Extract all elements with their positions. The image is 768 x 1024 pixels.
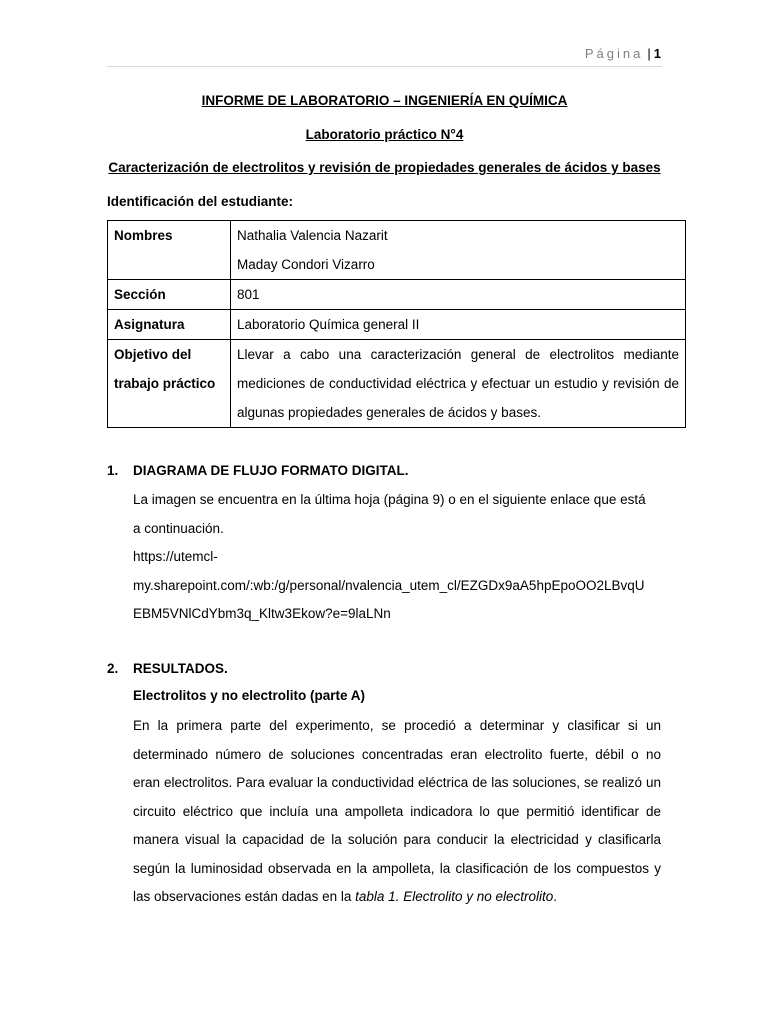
student-name-1: Nathalia Valencia Nazarit xyxy=(237,228,388,243)
report-title: INFORME DE LABORATORIO – INGENIERÍA EN QUÍMICA xyxy=(201,93,568,108)
table-row xyxy=(108,221,686,280)
student-name-2: Maday Condori Vizarro xyxy=(237,257,375,272)
flowchart-link[interactable]: https://utemcl- xyxy=(133,549,218,564)
table-row xyxy=(108,280,686,310)
objective-line: Llevar a cabo una caracterización general de electrolitos mediante xyxy=(237,347,679,362)
section-1-body xyxy=(133,486,661,629)
objective-line: mediciones de conductividad eléctrica y efectuar un estudio y revisión de xyxy=(237,376,679,391)
paragraph-text: las observaciones están dadas en la xyxy=(133,889,356,904)
section-1-heading xyxy=(107,463,408,478)
paragraph-line: determinado número de soluciones concentradas eran electrolito fuerte, débil o no xyxy=(133,746,661,762)
flowchart-link[interactable]: EBM5VNlCdYbm3q_Kltw3Ekow?e=9laLNn xyxy=(133,606,391,621)
section-2-title: RESULTADOS. xyxy=(133,661,228,676)
names-cell xyxy=(231,221,686,280)
names-label: Nombres xyxy=(108,221,231,280)
section-2-subtitle: Electrolitos y no electrolito (parte A) xyxy=(133,688,366,703)
paragraph-line xyxy=(133,883,661,912)
objective-label xyxy=(108,340,231,428)
page-separator: | xyxy=(647,46,651,61)
student-info-table xyxy=(107,220,686,428)
table-row xyxy=(108,310,686,340)
page-header xyxy=(585,46,661,61)
paragraph-line: según la luminosidad observada en la ampolleta, la clasificación de los compuestos y xyxy=(133,860,661,876)
section-value: 801 xyxy=(231,280,686,310)
paragraph-line: circuito eléctrico que incluía una ampolleta indicadora lo que permitió identificar de xyxy=(133,803,661,819)
page-number: 1 xyxy=(653,46,661,61)
table-reference: tabla 1. Electrolito y no electrolito xyxy=(355,889,554,904)
course-label: Asignatura xyxy=(108,310,231,340)
course-value: Laboratorio Química general II xyxy=(231,310,686,340)
lab-title: Laboratorio práctico N°4 xyxy=(305,127,464,142)
section-label: Sección xyxy=(108,280,231,310)
header-divider xyxy=(107,66,662,67)
results-paragraph xyxy=(133,712,661,912)
objective-label-line: Objetivo del xyxy=(114,347,192,362)
paragraph-line: manera visual la capacidad de la solución para conducir la electricidad y clasificarla xyxy=(133,832,661,847)
section-2-number: 2. xyxy=(107,661,119,676)
section-1-line: a continuación. xyxy=(133,520,224,536)
section-2-heading xyxy=(107,661,228,676)
objective-line: algunas propiedades generales de ácidos y bases. xyxy=(237,405,541,420)
table-row xyxy=(108,340,686,428)
section-1-title: DIAGRAMA DE FLUJO FORMATO DIGITAL. xyxy=(133,463,409,478)
section-1-number: 1. xyxy=(107,463,119,478)
paragraph-line: eran electrolitos. Para evaluar la conductividad eléctrica de las soluciones, se realizó un xyxy=(133,775,661,790)
objective-label-line: trabajo práctico xyxy=(114,376,216,391)
paragraph-line: En la primera parte del experimento, se procedió a determinar y clasificar si un xyxy=(133,718,661,733)
student-id-heading: Identificación del estudiante: xyxy=(107,194,294,209)
subject-title: Caracterización de electrolitos y revisión de propiedades generales de ácidos y bases xyxy=(108,160,661,175)
paragraph-text: . xyxy=(553,889,558,904)
section-1-line: La imagen se encuentra en la última hoja (página 9) o en el siguiente enlace que está xyxy=(133,492,646,507)
flowchart-link[interactable]: my.sharepoint.com/:wb:/g/personal/nvalencia_utem_cl/EZGDx9aA5hpEpoOO2LBvqU xyxy=(133,577,645,593)
objective-value xyxy=(231,340,686,428)
page-label: Página xyxy=(584,46,644,61)
